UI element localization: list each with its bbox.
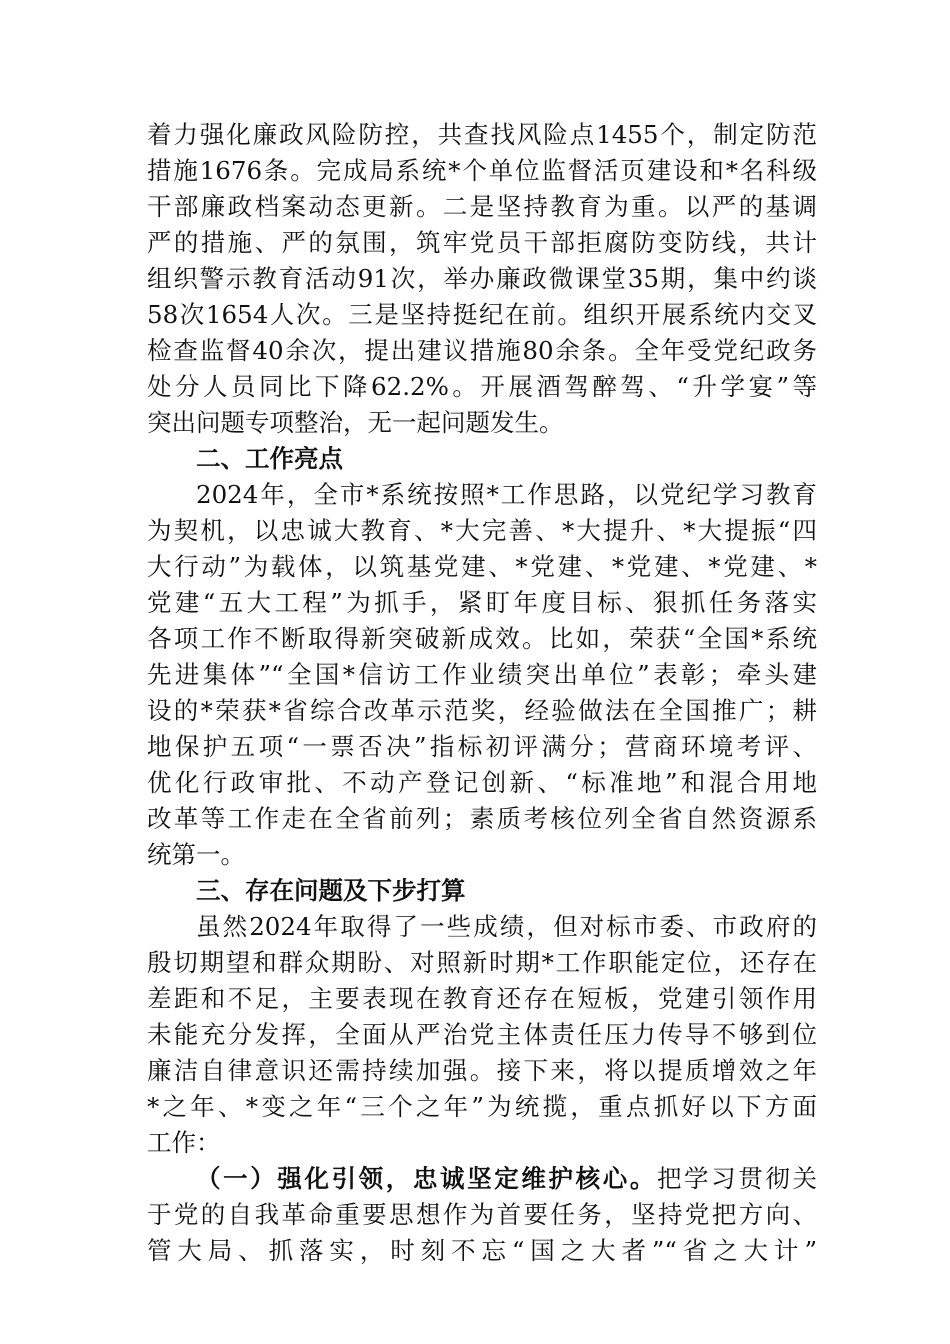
body-text-line: 党建“五大工程”为抓手，紧盯年度目标、狠抓任务落实	[147, 588, 817, 617]
body-text-line: 各项工作不断取得新突破新成效。比如，荣获“全国*系统	[147, 624, 817, 653]
body-text-line: 2024年，全市*系统按照*工作思路，以党纪学习教育	[196, 480, 817, 509]
body-text-line: 为契机，以忠诚大教育、*大完善、*大提升、*大提振“四	[147, 516, 817, 545]
section-heading-highlights: 二、工作亮点	[196, 444, 343, 473]
body-text-line: 先进集体”“全国*信访工作业绩突出单位”表彰；牵头建	[147, 660, 817, 689]
item-one-first-line	[196, 1159, 817, 1199]
body-text-line: 严的措施、严的氛围，筑牢党员干部拒腐防变防线，共计	[147, 228, 817, 257]
body-text-line: 处分人员同比下降62.2%。开展酒驾醉驾、“升学宴”等	[147, 372, 817, 401]
body-text-line: 58次1654人次。三是坚持挺纪在前。组织开展系统内交叉	[147, 300, 817, 329]
body-text-line: 殷切期望和群众期盼、对照新时期*工作职能定位，还存在	[147, 948, 817, 977]
body-text-line: 管大局、抓落实，时刻不忘“国之大者”“省之大计”	[147, 1236, 817, 1265]
body-text-line: 廉洁自律意识还需持续加强。接下来，将以提质增效之年	[147, 1056, 817, 1085]
body-text-line: 地保护五项“一票否决”指标初评满分；营商环境考评、	[147, 732, 817, 761]
body-text-line: 措施1676条。完成局系统*个单位监督活页建设和*名科级	[147, 156, 817, 185]
item-one-rest: 把学习贯彻关	[656, 1164, 818, 1193]
body-text-line: 工作：	[147, 1128, 221, 1157]
body-text-line: 设的*荣获*省综合改革示范奖，经验做法在全国推广；耕	[147, 696, 817, 725]
item-one-lead: （一）强化引领，忠诚坚定维护核心。	[196, 1164, 657, 1193]
body-text-line: 虽然2024年取得了一些成绩，但对标市委、市政府的	[196, 912, 817, 941]
body-text-line: *之年、*变之年“三个之年”为统揽，重点抓好以下方面	[147, 1092, 817, 1121]
body-text-line: 检查监督40余次，提出建议措施80余条。全年受党纪政务	[147, 336, 817, 365]
body-text-line: 突出问题专项整治，无一起问题发生。	[147, 408, 564, 437]
body-text-line: 统第一。	[147, 840, 245, 869]
body-text-line: 大行动”为载体，以筑基党建、*党建、*党建、*党建、*	[147, 552, 817, 581]
body-text-line: 改革等工作走在全省前列；素质考核位列全省自然资源系	[147, 804, 817, 833]
body-text-line: 干部廉政档案动态更新。二是坚持教育为重。以严的基调	[147, 192, 817, 221]
section-heading-problems-plans: 三、存在问题及下步打算	[196, 876, 466, 905]
body-text-line: 于党的自我革命重要思想作为首要任务，坚持党把方向、	[147, 1200, 817, 1229]
body-text-line: 着力强化廉政风险防控，共查找风险点1455个，制定防范	[147, 120, 817, 149]
body-text-line: 差距和不足，主要表现在教育还存在短板，党建引领作用	[147, 984, 817, 1013]
body-text-line: 优化行政审批、不动产登记创新、“标准地”和混合用地	[147, 768, 817, 797]
body-text-line: 未能充分发挥，全面从严治党主体责任压力传导不够到位	[147, 1020, 817, 1049]
body-text-line: 组织警示教育活动91次，举办廉政微课堂35期，集中约谈	[147, 264, 817, 293]
